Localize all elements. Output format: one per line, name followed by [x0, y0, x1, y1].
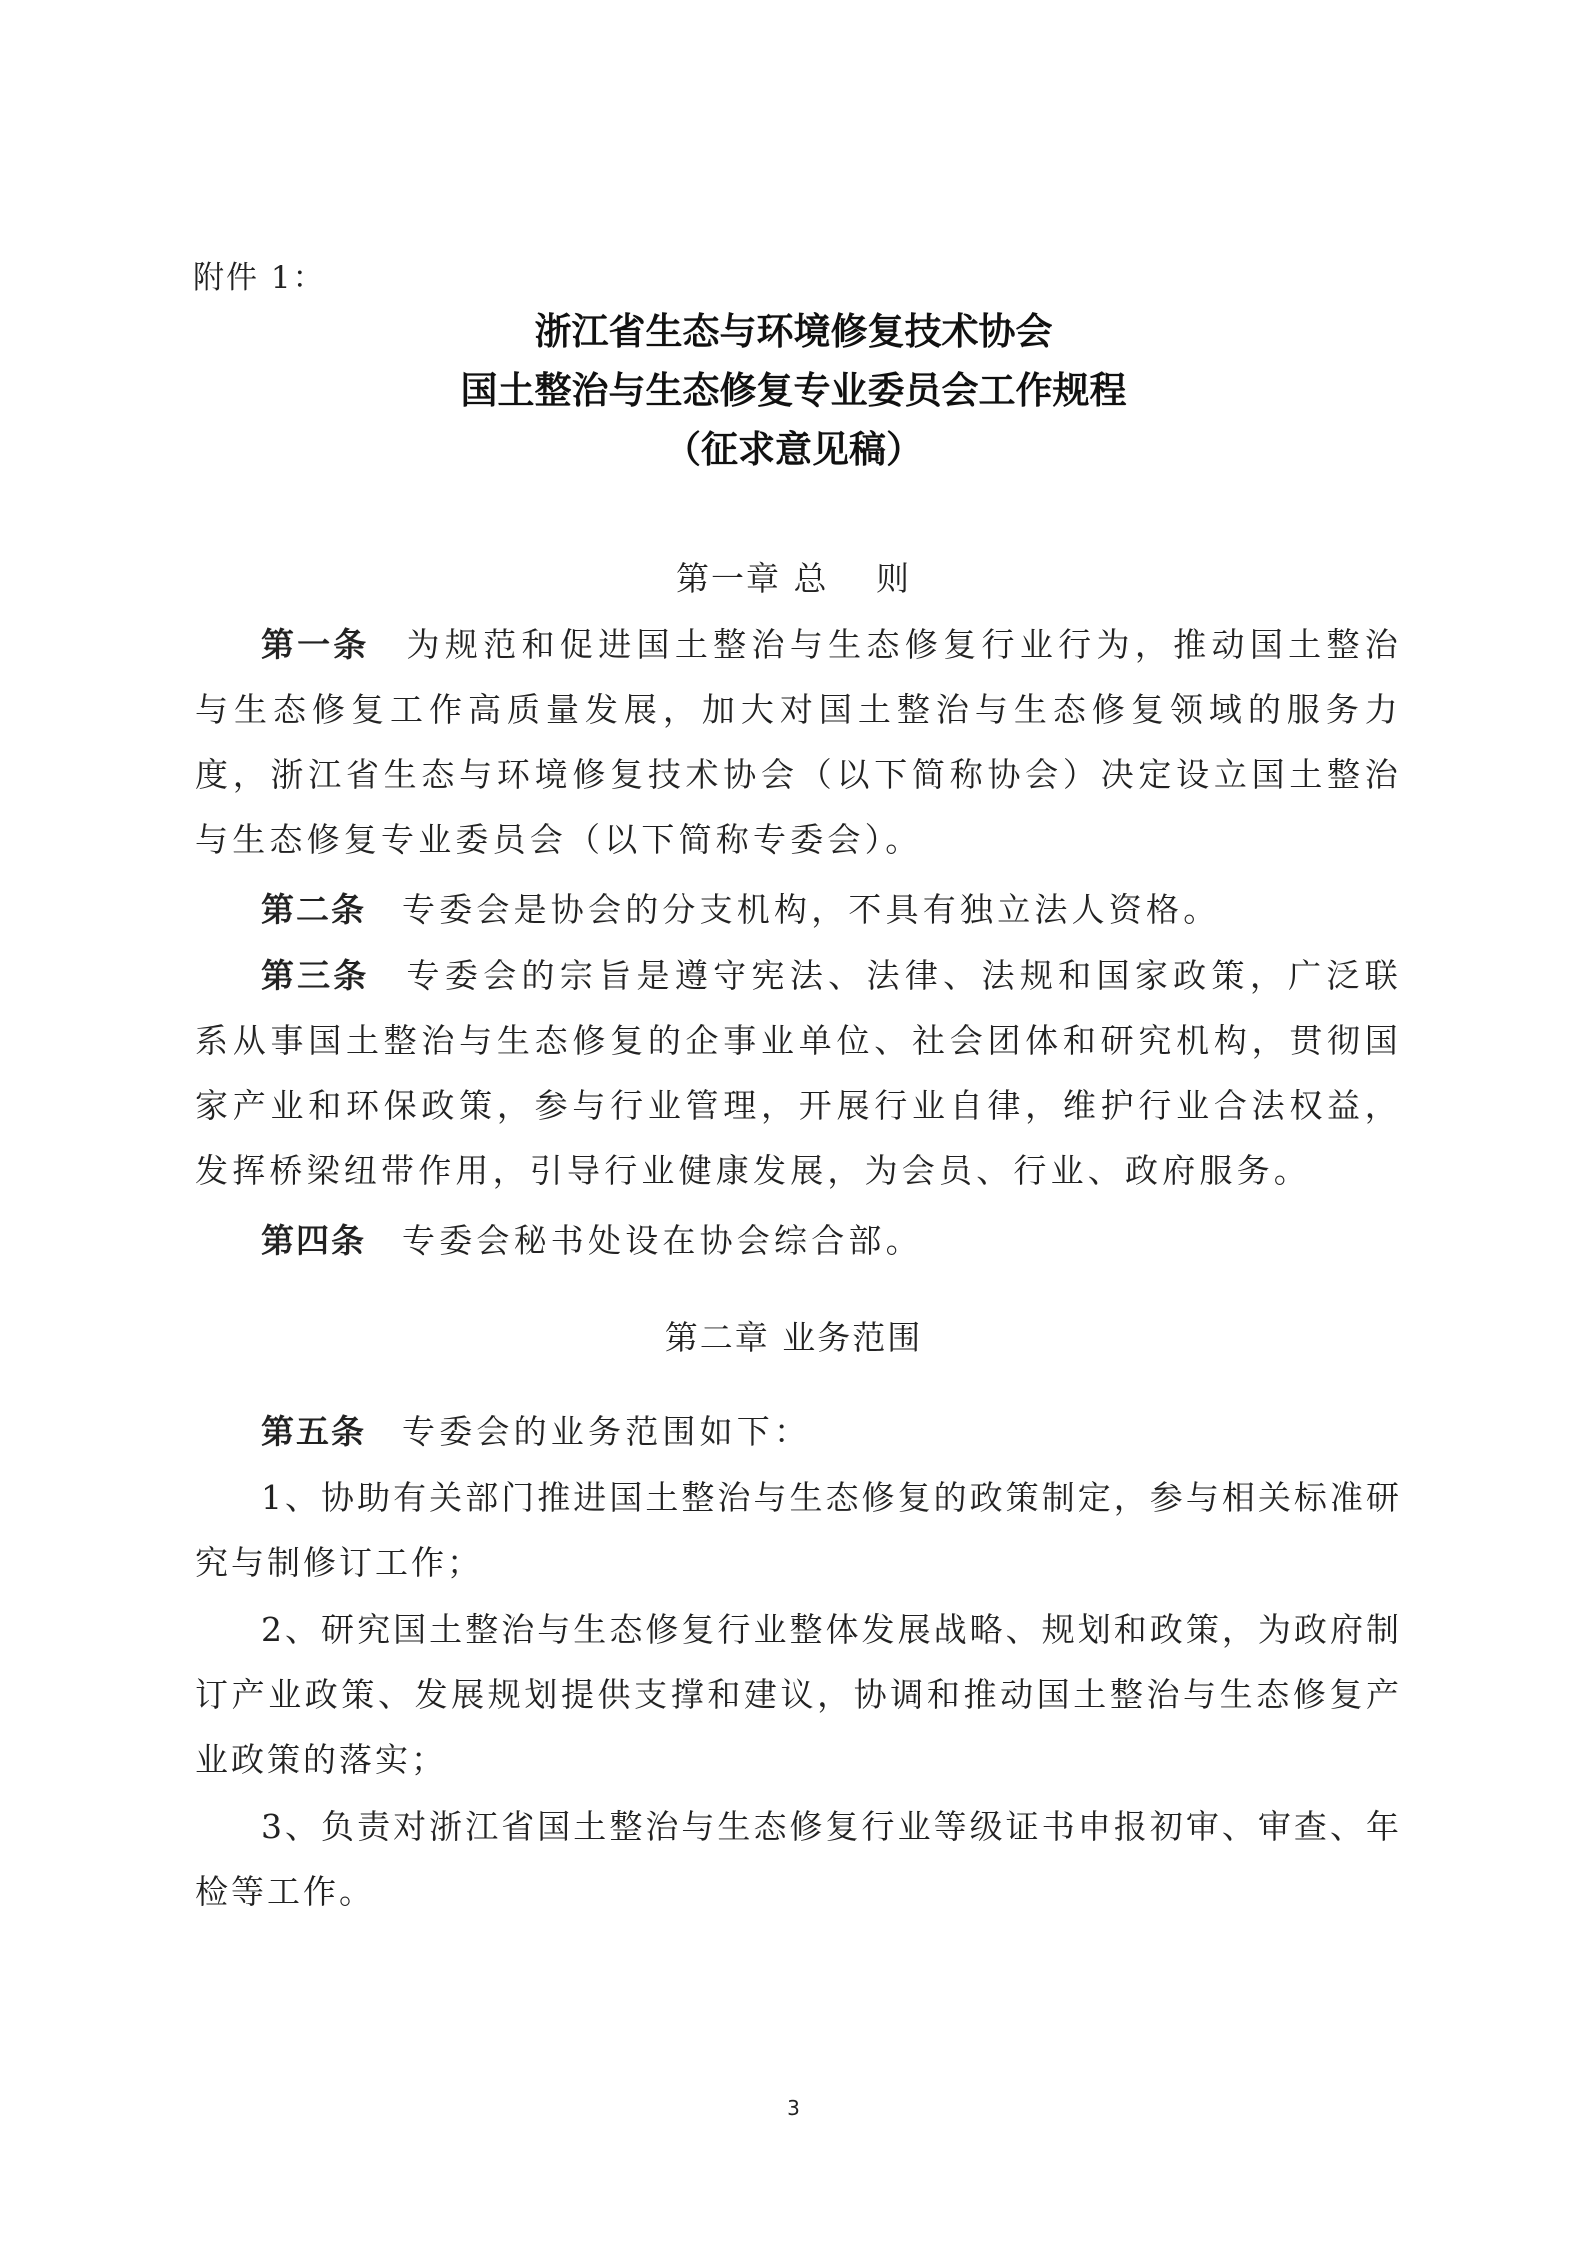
document-title: [0, 302, 1587, 479]
article-1: [195, 612, 1402, 872]
chapter-2-heading: 第二章 业务范围: [664, 1318, 923, 1357]
list-item-2: 2、研究国土整治与生态修复行业整体发展战略、规划和政策，为政府制订产业政策、发展规划提供支撑和建议，协调和推动国土整治与生态修复产业政策的落实；: [195, 1610, 1402, 1779]
title-line-3: （征求意见稿）: [664, 428, 923, 471]
article-1-label: 第一条: [261, 625, 370, 664]
article-4: [195, 1208, 1402, 1273]
title-line-1: 浙江省生态与环境修复技术协会: [534, 310, 1053, 353]
article-4-text: 专委会秘书处设在协会综合部。: [402, 1221, 923, 1260]
article-3-text: 专委会的宗旨是遵守宪法、法律、法规和国家政策，广泛联系从事国土整治与生态修复的企事业单位、社会团体和研究机构，贯彻国家产业和环保政策，参与行业管理，开展行业自律，维护行业合法权益，发挥桥梁纽带作用，引导行业健康发展，为会员、行业、政府服务。: [195, 956, 1403, 1190]
article-4-label: 第四条: [261, 1221, 366, 1260]
title-line-2: 国土整治与生态修复专业委员会工作规程: [460, 369, 1127, 412]
attachment-label: 附件 1：: [193, 260, 326, 296]
article-5-label: 第五条: [261, 1412, 366, 1451]
page-number: 3: [787, 2096, 800, 2120]
list-item-1: 1、协助有关部门推进国土整治与生态修复的政策制定，参与相关标准研究与制修订工作；: [195, 1478, 1402, 1582]
article-2: [195, 877, 1402, 942]
article-5-text: 专委会的业务范围如下：: [402, 1412, 812, 1451]
list-item-3: 3、负责对浙江省国土整治与生态修复行业等级证书申报初审、审查、年检等工作。: [195, 1807, 1402, 1911]
article-1-text: 为规范和促进国土整治与生态修复行业行为，推动国土整治与生态修复工作高质量发展，加大对国土整治与生态修复领域的服务力度，浙江省生态与环境修复技术协会（以下简称协会）决定设立国土整治与生态修复专业委员会（以下简称专委会）。: [195, 625, 1403, 859]
article-2-text: 专委会是协会的分支机构，不具有独立法人资格。: [402, 890, 1221, 929]
article-2-label: 第二条: [261, 890, 366, 929]
article-5: [195, 1399, 1402, 1464]
article-3: [195, 943, 1402, 1203]
chapter-1-heading: 第一章 总 则: [676, 559, 911, 598]
article-3-label: 第三条: [261, 956, 370, 995]
